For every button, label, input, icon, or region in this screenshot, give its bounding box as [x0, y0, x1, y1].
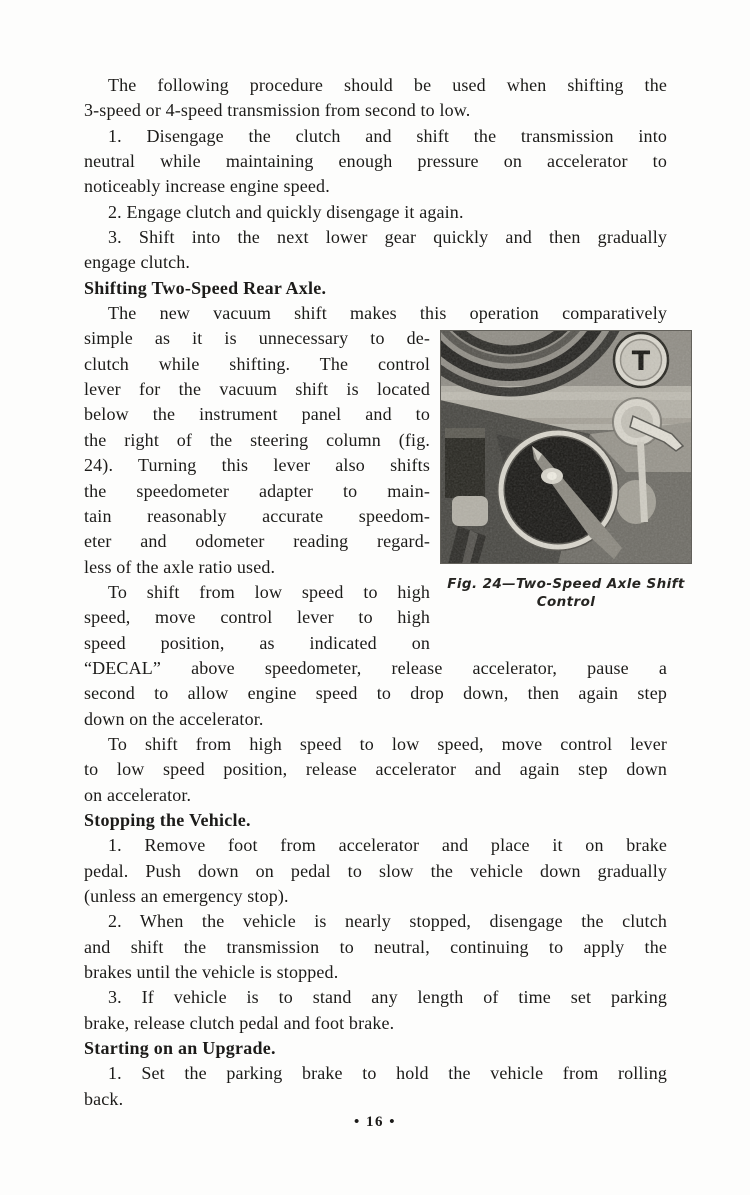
- text-line: speed, move control lever to high: [84, 607, 430, 628]
- axle-continuation-paragraphs: [84, 656, 667, 808]
- text-line: the speedometer adapter to main-: [84, 480, 430, 501]
- text-line: “DECAL” above speedometer, release accelerator, pause a: [84, 657, 667, 678]
- text-line: below the instrument panel and to: [84, 404, 430, 425]
- text-line: speed position, as indicated on: [84, 632, 430, 653]
- figure-text-row: [84, 326, 692, 655]
- text-line: on accelerator.: [84, 784, 192, 805]
- text-line: clutch while shifting. The control: [84, 353, 430, 374]
- figure-caption-line-1: Fig. 24—Two-Speed Axle Shift: [447, 576, 685, 593]
- text-line: To shift from low speed to high: [108, 581, 430, 602]
- axle-lead-paragraph: [84, 301, 667, 326]
- text-line: 3. If vehicle is to stand any length of time set parking: [108, 987, 667, 1008]
- section-heading-starting-on-an-upgrade: Starting on an Upgrade.: [84, 1038, 276, 1059]
- text-line: 1. Set the parking brake to hold the vehicle from rolling: [108, 1063, 667, 1084]
- text-line: engage clutch.: [84, 252, 191, 273]
- stopping-paragraphs: [84, 833, 667, 1036]
- text-line: the right of the steering column (fig.: [84, 429, 430, 450]
- text-line: brake, release clutch pedal and foot brake.: [84, 1012, 395, 1033]
- text-line: To shift from high speed to low speed, move control lever: [108, 733, 667, 754]
- text-line: down on the accelerator.: [84, 708, 264, 729]
- two-speed-axle-shift-control-photo: [440, 330, 692, 564]
- page-content: [84, 73, 685, 1112]
- figure-24: [440, 326, 692, 655]
- upgrade-paragraphs: [84, 1061, 667, 1112]
- text-line: simple as it is unnecessary to de-: [84, 328, 430, 349]
- text-line: 24). Turning this lever also shifts: [84, 455, 430, 476]
- text-line: 2. When the vehicle is nearly stopped, disengage the clutch: [108, 911, 667, 932]
- text-line: eter and odometer reading regard-: [84, 531, 430, 552]
- text-line: and shift the transmission to neutral, continuing to apply the: [84, 936, 667, 957]
- text-line: 2. Engage clutch and quickly disengage it again.: [108, 201, 464, 222]
- text-line: less of the axle ratio used.: [84, 556, 276, 577]
- text-line: brakes until the vehicle is stopped.: [84, 962, 339, 983]
- section-heading-shifting-two-speed-rear-axle: Shifting Two-Speed Rear Axle.: [84, 277, 327, 298]
- text-line: second to allow engine speed to drop down, then again step: [84, 683, 667, 704]
- halftone-grain-overlay: [440, 330, 692, 564]
- text-line: lever for the vacuum shift is located: [84, 379, 430, 400]
- text-line: (unless an emergency stop).: [84, 886, 289, 906]
- figure-caption: [440, 576, 692, 611]
- page-number: • 16 •: [353, 1114, 396, 1130]
- text-line: 3-speed or 4-speed transmission from second to low.: [84, 100, 471, 121]
- t-knob-letter: T: [631, 346, 651, 378]
- text-line: noticeably increase engine speed.: [84, 176, 330, 197]
- text-line: tain reasonably accurate speedom-: [84, 505, 430, 526]
- text-line: to low speed position, release accelerator and again step down: [84, 759, 667, 780]
- figure-caption-line-2: Control: [536, 593, 596, 610]
- text-line: neutral while maintaining enough pressure on accelerator to: [84, 151, 667, 172]
- text-line: pedal. Push down on pedal to slow the vehicle down gradually: [84, 860, 667, 881]
- text-line: The following procedure should be used when shifting the: [108, 75, 667, 95]
- text-line: 1. Disengage the clutch and shift the transmission into: [108, 125, 667, 146]
- wrapped-text-column: [84, 326, 430, 655]
- text-line: 1. Remove foot from accelerator and place it on brake: [108, 835, 667, 856]
- text-line: The new vacuum shift makes this operation comparatively: [108, 303, 667, 324]
- intro-paragraphs: [84, 73, 667, 276]
- text-line: 3. Shift into the next lower gear quickly and then gradually: [108, 227, 667, 248]
- section-heading-stopping-the-vehicle: Stopping the Vehicle.: [84, 809, 251, 830]
- text-line: back.: [84, 1088, 124, 1109]
